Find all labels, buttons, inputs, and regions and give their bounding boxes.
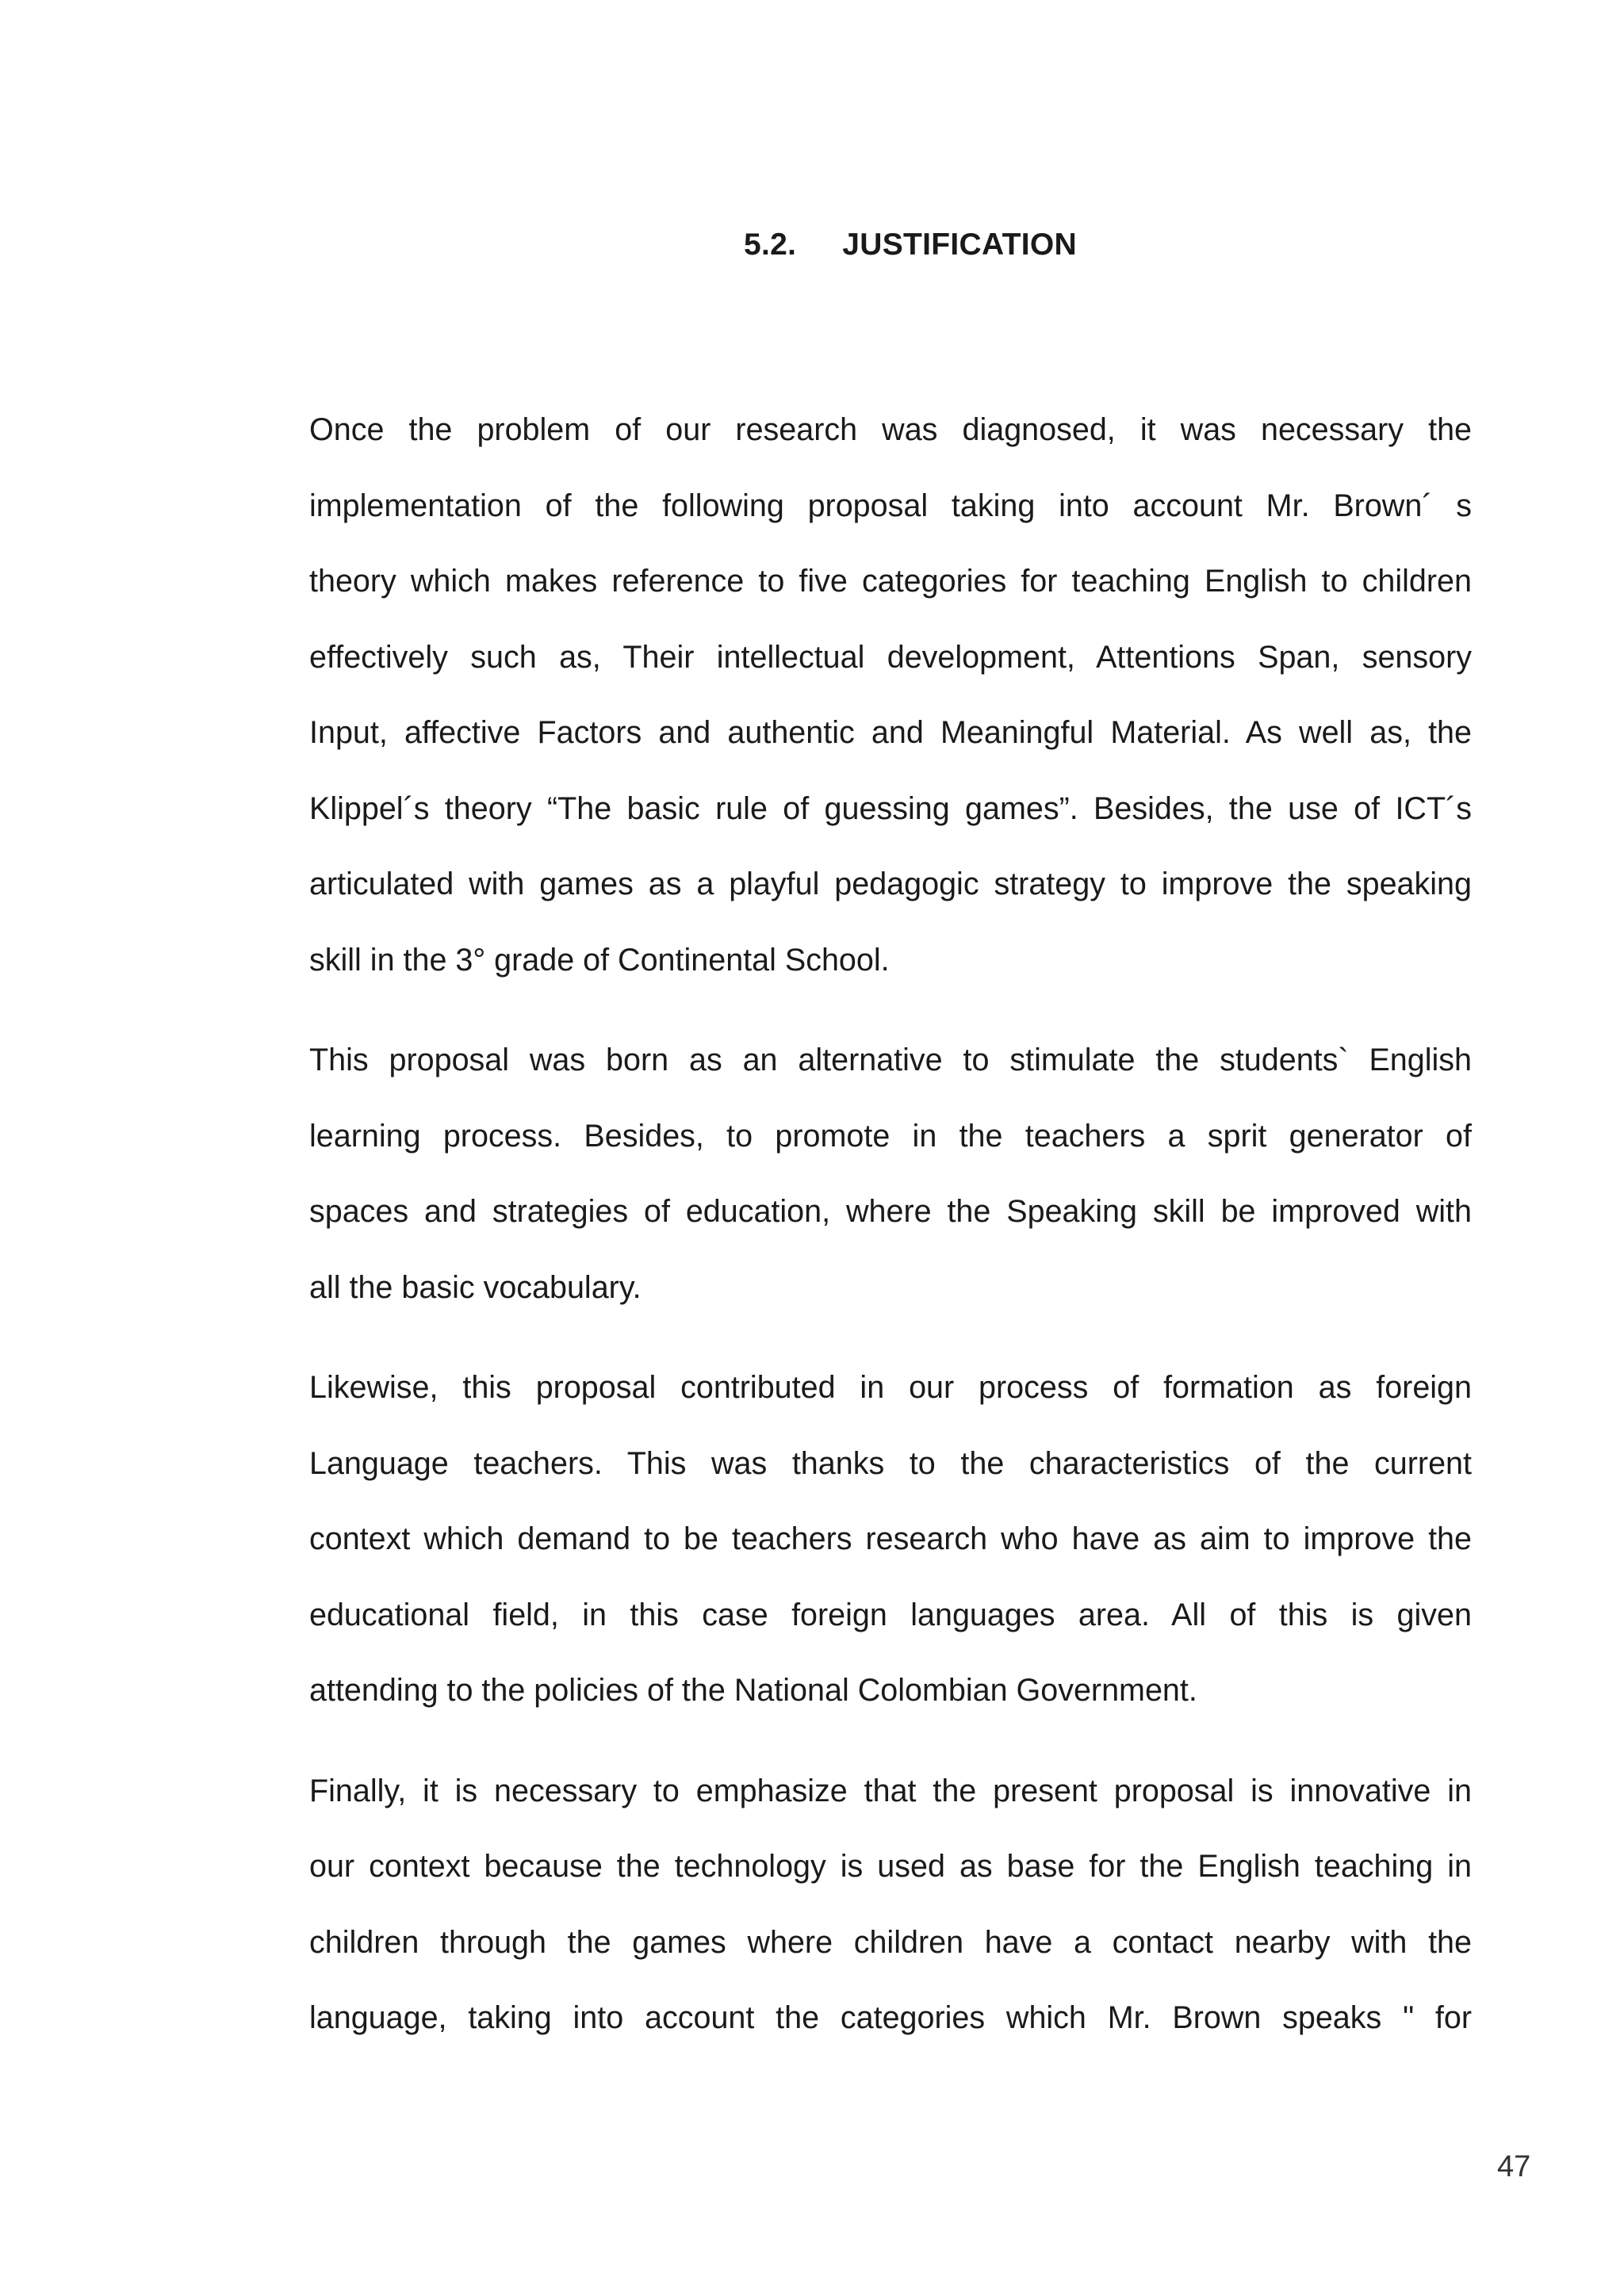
text-line: Likewise, this proposal contributed in our process of formation as foreign <box>309 1370 1472 1405</box>
text-line: articulated with games as a playful pedagogic strategy to improve the speaking <box>309 867 1472 901</box>
paragraph-1 <box>309 406 1472 1012</box>
text-line: Once the problem of our research was diagnosed, it was necessary the <box>309 412 1472 447</box>
text-line: attending to the policies of the National Colombian Government. <box>309 1673 1197 1708</box>
text-line: educational field, in this case foreign languages area. All of this is given <box>309 1597 1472 1632</box>
text-line: implementation of the following proposal taking into account Mr. Brown´ s <box>309 488 1472 523</box>
text-line: our context because the technology is used as base for the English teaching in <box>309 1849 1472 1884</box>
text-line: Klippel´s theory “The basic rule of guessing games”. Besides, the use of ICT´s <box>309 790 1472 826</box>
body-text <box>309 406 1472 2095</box>
text-line: all the basic vocabulary. <box>309 1269 642 1305</box>
text-line: Input, affective Factors and authentic and Meaningful Material. As well as, the <box>309 715 1472 750</box>
text-line: spaces and strategies of education, where the Speaking skill be improved with <box>309 1194 1472 1229</box>
page-number: 47 <box>1497 2150 1531 2183</box>
text-line: learning process. Besides, to promote in the teachers a sprit generator of <box>309 1118 1472 1154</box>
paragraph-2 <box>309 1036 1472 1339</box>
text-line: effectively such as, Their intellectual development, Attentions Span, sensory <box>309 639 1472 675</box>
text-line: Finally, it is necessary to emphasize that the present proposal is innovative in <box>309 1773 1472 1808</box>
text-line: language, taking into account the categories which Mr. Brown speaks " for <box>309 2000 1472 2035</box>
text-line: theory which makes reference to five categories for teaching English to children <box>309 564 1472 599</box>
section-title: JUSTIFICATION <box>842 228 1077 262</box>
paragraph-3 <box>309 1364 1472 1743</box>
section-heading <box>744 228 1077 262</box>
text-line: children through the games where children have a contact nearby with the <box>309 1924 1472 1960</box>
section-number: 5.2. <box>744 228 797 262</box>
text-line: context which demand to be teachers research who have as aim to improve the <box>309 1521 1472 1556</box>
text-line: skill in the 3° grade of Continental School. <box>309 942 890 978</box>
paragraph-4 <box>309 1767 1472 2070</box>
text-line: This proposal was born as an alternative to stimulate the students` English <box>309 1043 1472 1077</box>
text-line: Language teachers. This was thanks to the characteristics of the current <box>309 1445 1472 1481</box>
